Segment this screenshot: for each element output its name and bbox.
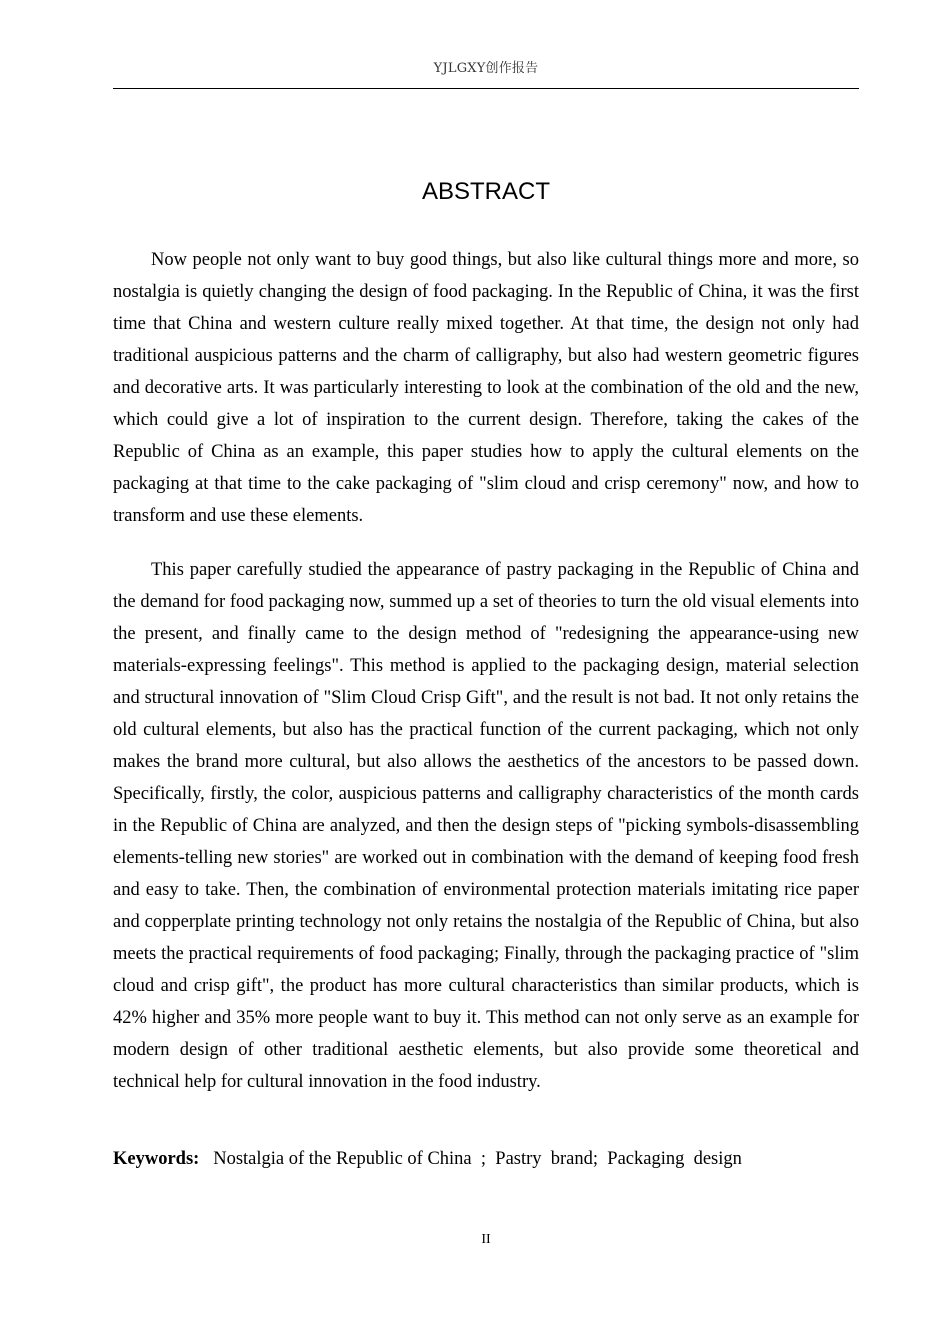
keywords-label: Keywords: [113, 1149, 200, 1169]
keywords-list: Nostalgia of the Republic of China ; Pastry brand; Packaging design [199, 1149, 742, 1169]
abstract-paragraph-1: Now people not only want to buy good things, but also like cultural things more and more, so nostalgia is quietly changing the design of food packaging. In the Republic of China, it was the first time that China and western culture really mixed together. At that time, the design not only had traditional auspicious patterns and the charm of calligraphy, but also had western geometric figures and decorative arts. It was particularly interesting to look at the combination of the old and the new, which could give a lot of inspiration to the current design. Therefore, taking the cakes of the Republic of China as an example, this paper studies how to apply the cultural elements on the packaging at that time to the cake packaging of "slim cloud and crisp ceremony" now, and how to transform and use these elements. [113, 250, 859, 526]
running-header: YJLGXY创作报告 [433, 61, 539, 76]
header-divider [113, 88, 859, 89]
page-number: II [481, 1232, 491, 1247]
abstract-paragraph-2: This paper carefully studied the appearance of pastry packaging in the Republic of China and the demand for food packaging now, summed up a set of theories to turn the old visual elements into the present, and finally came to the design method of "redesigning the appearance-using new materials-expressing feelings". This method is applied to the packaging design, material selection and structural innovation of "Slim Cloud Crisp Gift", and the result is not bad. It not only retains the old cultural elements, but also has the practical function of the current packaging, which not only makes the brand more cultural, but also allows the aesthetics of the ancestors to be passed down. Specifically, firstly, the color, auspicious patterns and calligraphy characteristics of the month cards in the Republic of China are analyzed, and then the design steps of "picking symbols-disassembling elements-telling new stories" are worked out in combination with the demand of keeping food fresh and easy to take. Then, the combination of environmental protection materials imitating rice paper and copperplate printing technology not only retains the nostalgia of the Republic of China, but also meets the practical requirements of food packaging; Finally, through the packaging practice of "slim cloud and crisp gift", the product has more cultural characteristics than similar products, which is 42% higher and 35% more people want to buy it. This method can not only serve as an example for modern design of other traditional aesthetic elements, but also provide some theoretical and technical help for cultural innovation in the food industry. [113, 560, 859, 1092]
keywords-line [113, 1143, 859, 1175]
page-title: ABSTRACT [421, 178, 550, 205]
